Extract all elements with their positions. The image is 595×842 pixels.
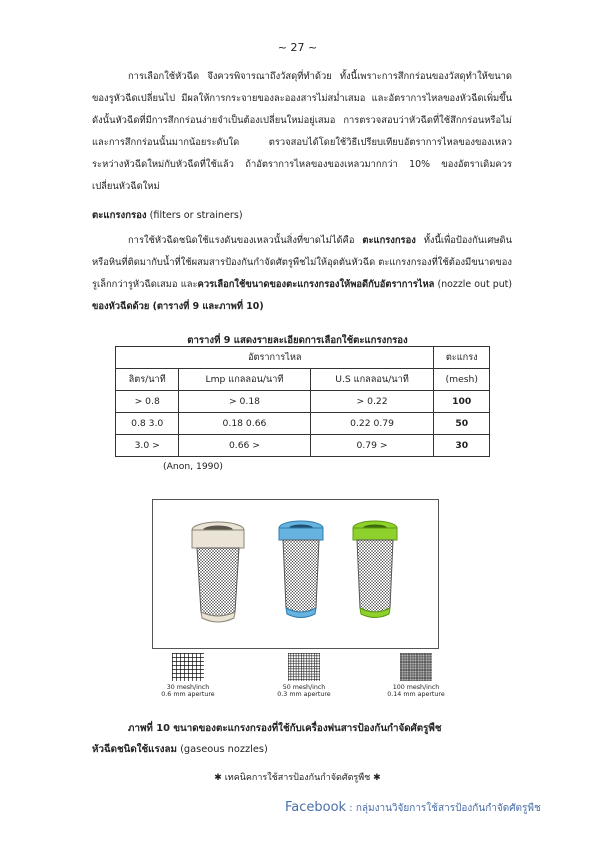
strainers-image bbox=[153, 500, 438, 648]
mesh-100-swatch bbox=[400, 653, 432, 681]
table-cell: 100 bbox=[434, 391, 490, 413]
table-caption: ตารางที่ 9 แสดงรายละเอียดการเลือกใช้ตะแกรงกรอง bbox=[187, 335, 408, 346]
col-mesh: (mesh) bbox=[434, 369, 490, 391]
table-source: (Anon, 1990) bbox=[163, 461, 223, 472]
table-cell: 0.22 0.79 bbox=[310, 413, 434, 435]
mesh-selection-table bbox=[115, 346, 490, 457]
mesh-30-label bbox=[143, 684, 233, 698]
mesh-30-aperture: 0.6 mm aperture bbox=[161, 691, 215, 698]
figure-caption-line2 bbox=[92, 739, 442, 760]
figure-caption-line1: ภาพที่ 10 ขนาดของตะแกรงกรองที่ใช้กับเครื่องพ่นสารป้องกันกำจัดศัตรูพืช bbox=[128, 723, 442, 734]
filter-paragraph bbox=[92, 230, 512, 318]
footer-series-title: ✱ เทคนิคการใช้สารป้องกันกำจัดศัตรูพืช ✱ bbox=[214, 773, 381, 783]
table-cell: > 0.8 bbox=[116, 391, 179, 413]
filter-text-1: การใช้หัวฉีดชนิดใช้แรงดันของเหลวนั้นสิ่งที่ขาดไม่ได้คือ bbox=[128, 235, 363, 246]
table-cell: 3.0 > bbox=[116, 435, 179, 457]
filter-bold-2: ควรเลือกใช้ขนาดของตะแกรงกรองให้พอดีกับอัตราการไหล bbox=[197, 279, 435, 290]
table-row bbox=[116, 435, 490, 457]
section-heading bbox=[92, 208, 243, 223]
section-heading-thai: ตะแกรงกรอง bbox=[92, 210, 147, 221]
footer-facebook bbox=[285, 800, 541, 816]
section-heading-english: (filters or strainers) bbox=[146, 210, 243, 221]
mesh-100-count: 100 mesh/inch bbox=[392, 684, 440, 691]
intro-paragraph bbox=[92, 66, 512, 198]
mesh-30-count: 30 mesh/inch bbox=[166, 684, 210, 691]
blue-strainer bbox=[279, 521, 323, 618]
mesh-100-label bbox=[371, 684, 461, 698]
facebook-label: Facebook bbox=[285, 800, 347, 815]
col-liter: ลิตร/นาที bbox=[116, 369, 179, 391]
gaseous-heading: หัวฉีดชนิดใช้แรงลม bbox=[92, 744, 177, 755]
table-cell: 50 bbox=[434, 413, 490, 435]
green-strainer bbox=[353, 521, 397, 618]
table-cell: > 0.18 bbox=[179, 391, 310, 413]
mesh-50-aperture: 0.3 mm aperture bbox=[277, 691, 331, 698]
table-row bbox=[116, 413, 490, 435]
col-us-gallon: U.S แกลลอน/นาที bbox=[310, 369, 434, 391]
white-strainer bbox=[192, 522, 244, 622]
table-cell: 0.79 > bbox=[310, 435, 434, 457]
gaseous-english: (gaseous nozzles) bbox=[176, 744, 268, 755]
mesh-100-aperture: 0.14 mm aperture bbox=[387, 691, 445, 698]
table-row bbox=[116, 391, 490, 413]
mesh-50-count: 50 mesh/inch bbox=[282, 684, 326, 691]
table-cell: 0.18 0.66 bbox=[179, 413, 310, 435]
mesh-50-label bbox=[259, 684, 349, 698]
filter-text-3: (nozzle out put) bbox=[434, 279, 513, 290]
facebook-group-name: : กลุ่มงานวิจัยการใช้สารป้องกันกำจัดศัตรูพืช bbox=[346, 803, 541, 814]
table-cell: 0.66 > bbox=[179, 435, 310, 457]
table-header-row bbox=[116, 347, 490, 369]
mesh-header: ตะแกรง bbox=[434, 347, 490, 369]
filter-text-2: ทั้งนี้เพื่อป้องกันเศษดินหรือหินที่ติดมากับน้ำที่ใช้ผสมสารป้องกันกำจัดศัตรูพืชไม่ให้อุดตันหัวฉีด ตะแกรงกรองที่ใช้ต้องมีขนาดของรูเล็กกว่ารูหัวฉีดเสมอ และ bbox=[92, 235, 512, 290]
figure-caption bbox=[92, 718, 442, 760]
page-number: ~ 27 ~ bbox=[277, 41, 318, 54]
table-cell: 0.8 3.0 bbox=[116, 413, 179, 435]
filter-bold-3: ของหัวฉีดด้วย (ตารางที่ 9 และภาพที่ 10) bbox=[92, 301, 264, 312]
flow-rate-header: อัตราการไหล bbox=[116, 347, 434, 369]
intro-text: การเลือกใช้หัวฉีด จึงควรพิจารณาถึงวัสดุที่ทำด้วย ทั้งนี้เพราะการสึกกร่อนของวัสดุทำให้ขนาดของรูหัวฉีดเปลี่ยนไป มีผลให้การกระจายของละอองสารไม่สม่ำเสมอ และอัตราการไหลของหัวฉีดเพิ่มขึ้น ดังนั้นหัวฉีดที่มีการสึกกร่อนง่ายจำเป็นต้องเปลี่ยนใหม่อยู่เสมอ การตรวจสอบว่าหัวฉีดที่ใช้สึกกร่อนหรือไม่ และการสึกกร่อนนั้นมากน้อยระดับใด ตรวจสอบได้โดยใช้วิธีเปรียบเทียบอัตราการไหลของของเหลว ระหว่างหัวฉีดใหม่กับหัวฉีดที่ใช้แล้ว ถ้าอัตราการไหลของของเหลวมากกว่า 10% ของอัตราเดิมควรเปลี่ยนหัวฉีดใหม่ bbox=[92, 71, 512, 192]
table-subheader-row bbox=[116, 369, 490, 391]
col-imp-gallon: Lmp แกลลอน/นาที bbox=[179, 369, 310, 391]
strainer-illustration bbox=[152, 499, 439, 649]
table-cell: > 0.22 bbox=[310, 391, 434, 413]
mesh-50-swatch bbox=[288, 653, 320, 681]
mesh-30-swatch bbox=[172, 653, 204, 681]
filter-bold-1: ตะแกรงกรอง bbox=[362, 235, 416, 246]
table-cell: 30 bbox=[434, 435, 490, 457]
